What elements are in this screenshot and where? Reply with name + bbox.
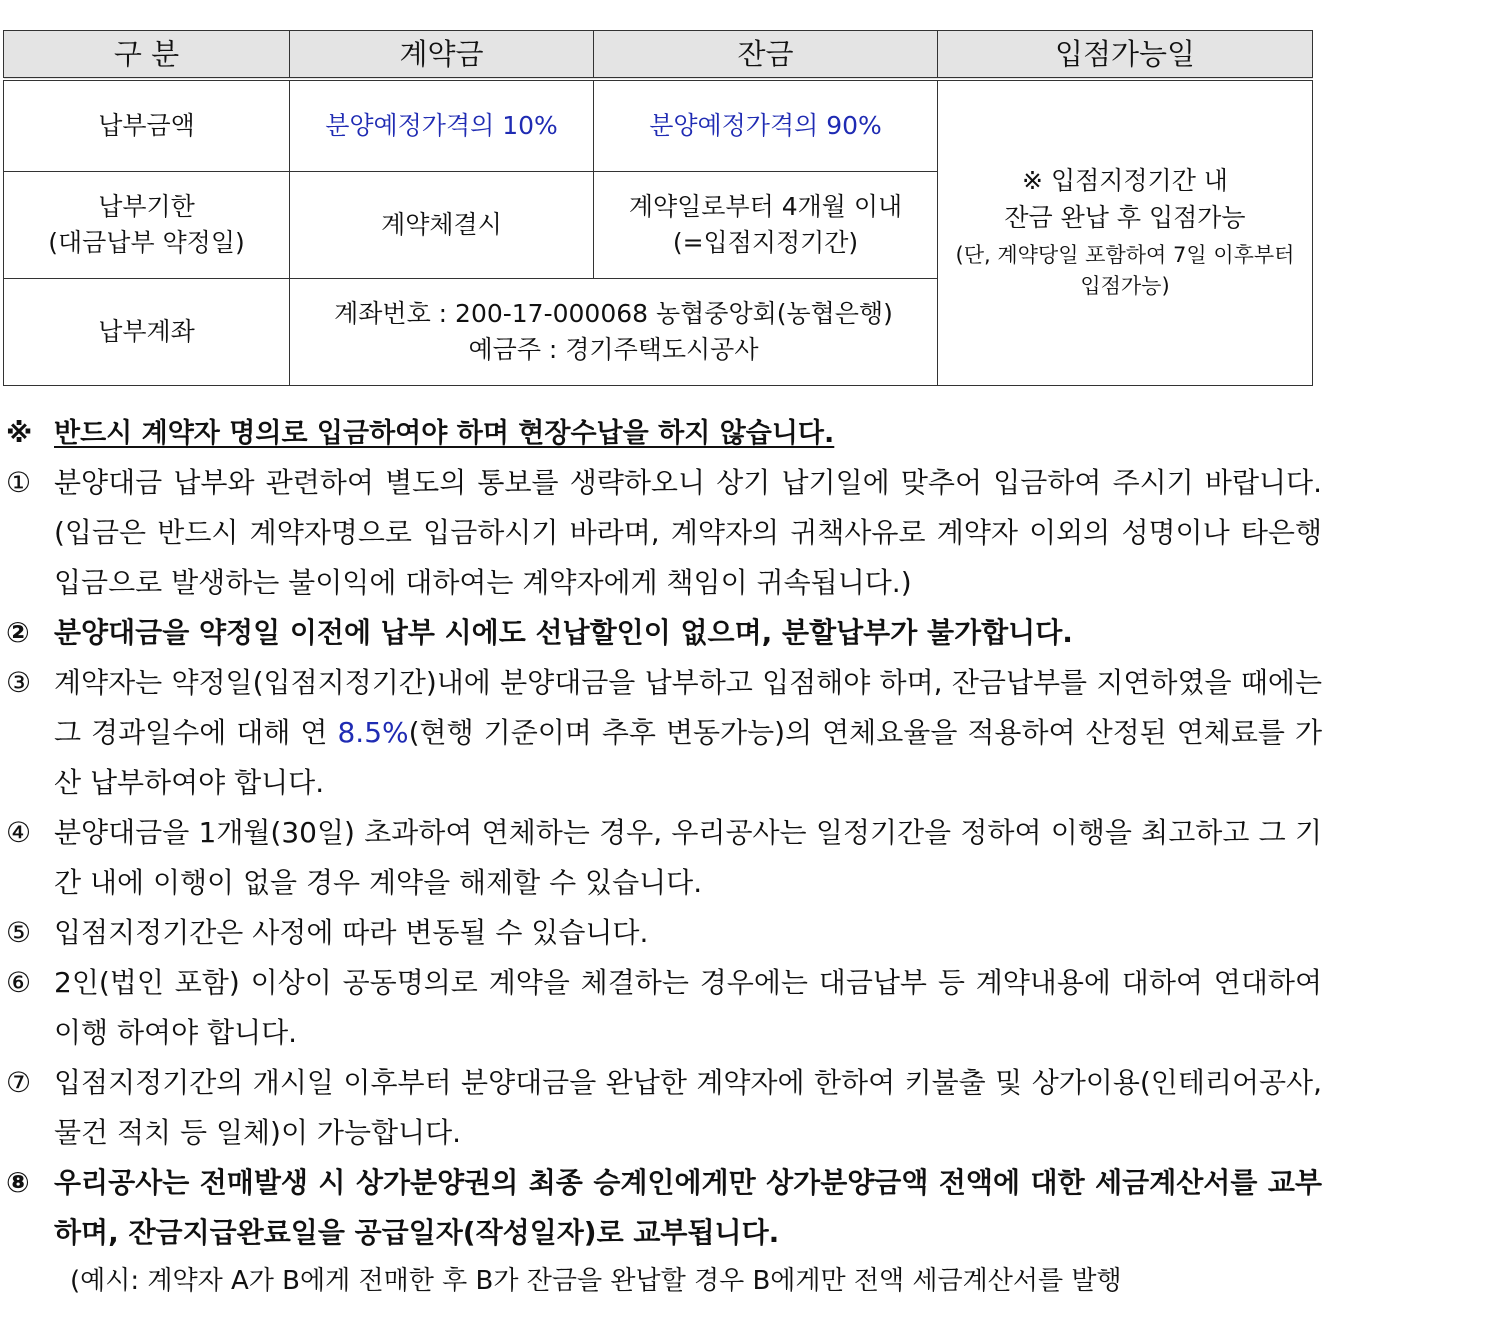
move-in-date-cell [938, 79, 1313, 386]
note-number: ⑥ [6, 966, 32, 999]
payment-notes [6, 410, 1322, 1304]
note-item-7 [6, 1058, 1322, 1158]
note-number: ③ [6, 666, 32, 699]
note-item-5 [6, 908, 1322, 958]
note-text: 우리공사는 전매발생 시 상가분양권의 최종 승계인에게만 상가분양금액 전액에 대한 세금계산서를 교부하며, 잔금지급완료일을 공급일자(작성일자)로 교부됩니다. [54, 1166, 1322, 1249]
account-holder: 예금주 : 경기주택도시공사 [468, 335, 759, 364]
note-text: 2인(법인 포함) 이상이 공동명의로 계약을 체결하는 경우에는 대금납부 등 계약내용에 대하여 연대하여 이행 하여야 합니다. [54, 966, 1322, 1049]
note-text-after: (현행 기준이며 추후 변동가능)의 연체요율을 적용하여 산정된 연체료를 가산 납부하여야 합니다. [54, 716, 1322, 799]
balance-deadline-sub: (=입점지정기간) [672, 228, 859, 257]
move-in-line1: ※ 입점지정기간 내 [1022, 166, 1228, 196]
balance-deadline-cell [594, 172, 938, 279]
balance-amount: 분양예정가격의 90% [594, 79, 938, 172]
note-text [54, 658, 1322, 808]
account-info-cell [290, 279, 938, 386]
note-number: ⑦ [6, 1066, 32, 1099]
reference-mark: ※ [6, 418, 33, 449]
note-text: 입점지정기간은 사정에 따라 변동될 수 있습니다. [54, 916, 649, 949]
deadline-label-sub: (대금납부 약정일) [48, 228, 245, 257]
note-number: ⑧ [6, 1166, 30, 1199]
note-item-2 [6, 608, 1322, 658]
note-item-4 [6, 808, 1322, 908]
table-row-amount [4, 79, 1313, 172]
note-text: 분양대금 납부와 관련하여 별도의 통보를 생략하오니 상기 납기일에 맞추어 입금하여 주시기 바랍니다.(입금은 반드시 계약자명으로 입금하시기 바라며, 계약자의 귀책사유로 계약자 이외의 성명이나 타은행 입금으로 발생하는 불이익에 대하여는 계약자에게 책임이 귀속됩니다.) [54, 466, 1322, 599]
deadline-label: 납부기한 [98, 191, 195, 221]
note-number: ④ [6, 816, 32, 849]
amount-label: 납부금액 [4, 79, 290, 172]
note-item-6 [6, 958, 1322, 1058]
note-item-1 [6, 458, 1322, 608]
header-category: 구 분 [4, 31, 290, 80]
header-move-in: 입점가능일 [938, 31, 1313, 80]
note-text: 분양대금을 1개월(30일) 초과하여 연체하는 경우, 우리공사는 일정기간을 정하여 이행을 최고하고 그 기간 내에 이행이 없을 경우 계약을 해제할 수 있습니다. [54, 816, 1322, 899]
balance-deadline: 계약일로부터 4개월 이내 [628, 191, 903, 221]
deadline-label-cell [4, 172, 290, 279]
account-label: 납부계좌 [4, 279, 290, 386]
header-deposit: 계약금 [290, 31, 594, 80]
note-number: ① [6, 466, 32, 499]
move-in-note-line2: 입점가능) [1080, 274, 1170, 299]
payment-schedule-table [3, 30, 1313, 386]
deposit-warning-text: 반드시 계약자 명의로 입금하여야 하며 현장수납을 하지 않습니다. [54, 418, 835, 449]
note-item-3 [6, 658, 1322, 808]
table-header-row [4, 31, 1313, 80]
note-text: 입점지정기간의 개시일 이후부터 분양대금을 완납한 계약자에 한하여 키불출 및 상가이용(인테리어공사, 물건 적치 등 일체)이 가능합니다. [54, 1066, 1322, 1149]
note-text: 분양대금을 약정일 이전에 납부 시에도 선납할인이 없으며, 분할납부가 불가합니다. [54, 616, 1073, 649]
note-text-before: 계약자는 약정일(입점지정기간)내에 분양대금을 납부하고 입점해야 하며, 잔금납부를 지연하였을 때에는 그 경과일수에 대해 연 [54, 666, 1322, 749]
deposit-warning [6, 410, 1322, 458]
late-fee-rate: 8.5% [337, 716, 409, 749]
note-number: ② [6, 616, 30, 649]
account-number: 계좌번호 : 200-17-000068 농협중앙회(농협은행) [334, 298, 893, 328]
move-in-note-line1: (단, 계약당일 포함하여 7일 이후부터 [955, 242, 1295, 267]
header-balance: 잔금 [594, 31, 938, 80]
deposit-deadline: 계약체결시 [290, 172, 594, 279]
note-item-8 [6, 1158, 1322, 1258]
deposit-amount: 분양예정가격의 10% [290, 79, 594, 172]
example-note: (예시: 계약자 A가 B에게 전매한 후 B가 잔금을 완납할 경우 B에게만 전액 세금계산서를 발행 [70, 1266, 1122, 1296]
note-number: ⑤ [6, 916, 32, 949]
move-in-line2: 잔금 완납 후 입점가능 [1004, 202, 1246, 232]
